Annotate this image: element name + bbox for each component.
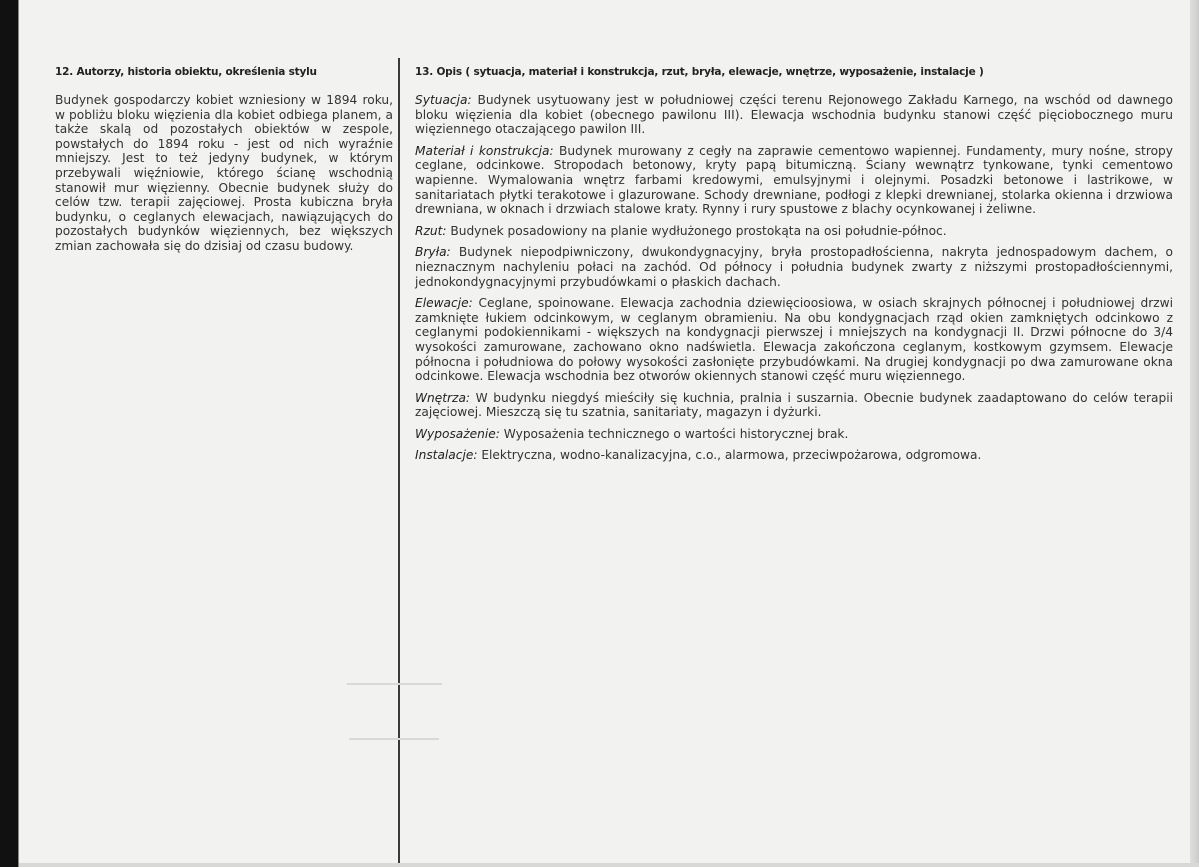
column-divider bbox=[398, 58, 400, 867]
text-material: Budynek murowany z cegły na zaprawie cementowo wapiennej. Fundamenty, mury nośne, stropy ceglane, odcinkowe. Stropodach betonowy, kryty papą bitumiczną. Ściany wewnątrz tynkowane, tynki cementowo wapienne. Wymalowania wnętrz farbami kredowymi, emulsyjnymi i olejnymi. Posadzki betonowe i lastrikowe, w sanitariatach płytki terakotowe i glazurowane. Schody drewniane, podłogi z klepki drewnianej, stolarka okienna i drzwiowa drewniana, w oknach i drzwiach stalowe kraty. Rynny i rury spustowe z blachy ocynkowanej i żeliwne. bbox=[415, 143, 1173, 217]
label-wyposazenie: Wyposażenie: bbox=[415, 426, 500, 441]
label-rzut: Rzut: bbox=[415, 223, 447, 238]
text-sytuacja: Budynek usytuowany jest w południowej części terenu Rejonowego Zakładu Karnego, na wschód od dawnego bloku więzienia dla kobiet (obecnego pawilonu III). Elewacja wschodnia budynku stanowi część pięciobocznego muru więziennego otaczającego pawilon III. bbox=[415, 93, 1173, 137]
text-instalacje: Elektryczna, wodno-kanalizacyjna, c.o., alarmowa, przeciwpożarowa, odgromowa. bbox=[477, 448, 982, 463]
document-sheet bbox=[18, 0, 1199, 867]
text-elewacje: Ceglane, spoinowane. Elewacja zachodnia dziewięcioosiowa, w osiach skrajnych północnej i południowej drzwi zamknięte łukiem odcinkowym, w ceglanym obramieniu. Na obu kondygnacjach rząd okien zamkniętych odcinkowo z ceglanymi podokiennikami - większych na kondygnacji pierwszej i mniejszych na kondygnacji II. Drzwi północne do 3/4 wysokości zamurowane, zachowano okno nadświetla. Elewacja zakończona ceglanym, kostkowym gzymsem. Elewacje północna i południowa do połowy wysokości zasłonięte przybudówkami. Na drugiej kondygnacji po dwa zamurowane okna odcinkowe. Elewacja wschodnia bez otworów okiennych stanowi część muru więziennego. bbox=[415, 296, 1173, 384]
text-wyposazenie: Wyposażenia technicznego o wartości historycznej brak. bbox=[499, 426, 849, 441]
section-12-heading: 12. Autorzy, historia obiektu, określenia stylu bbox=[55, 66, 317, 78]
paragraph-instalacje bbox=[415, 448, 1173, 463]
text-wnetrza: W budynku niegdyś mieściły się kuchnia, pralnia i suszarnia. Obecnie budynek zaadaptowano do celów terapii zajęciowej. Mieszczą się tu szatnia, sanitariaty, magazyn i dyżurki. bbox=[415, 390, 1173, 420]
paragraph-wyposazenie bbox=[415, 427, 1173, 442]
label-sytuacja: Sytuacja: bbox=[415, 93, 472, 107]
sheet-bottom-edge bbox=[19, 863, 1199, 867]
scan-artifact-line bbox=[349, 738, 439, 740]
paragraph-bryla bbox=[415, 245, 1173, 289]
paragraph-wnetrza bbox=[415, 391, 1173, 420]
label-bryla: Bryła: bbox=[415, 245, 451, 260]
text-bryla: Budynek niepodpiwniczony, dwukondygnacyjny, bryła prostopadłościenna, nakryta jednospadowym dachem, o nieznacznym nachyleniu połaci na zachód. Od północy i południa budynek zwarty z niższymi prostopadłościennymi, jednokondygnacyjnymi przybudówkami o płaskich dachach. bbox=[415, 245, 1173, 289]
sheet-edge bbox=[1190, 0, 1199, 867]
label-wnetrza: Wnętrza: bbox=[415, 390, 471, 405]
right-column bbox=[415, 66, 1173, 470]
text-rzut: Budynek posadowiony na planie wydłużonego prostokąta na osi południe-północ. bbox=[446, 223, 947, 238]
section-12-text: Budynek gospodarczy kobiet wzniesiony w 1894 roku, w pobliżu bloku więzienia dla kobiet odbiega planem, a także skalą od pozostałych obiektów w zespole, powstałych do 1894 roku - jest od nich wyraźnie mniejszy. Jest to też jedyny budynek, w którym przebywali więźniowie, którego ścianę wschodnią stanowił mur więzienny. Obecnie budynek służy do celów tzw. terapii zajęciowej. Prosta kubiczna bryła budynku, o ceglanych elewacjach, nawiązujących do pozostałych budynków więziennych, bez większych zmian zachowała się do dzisiaj od czasu budowy. bbox=[55, 93, 393, 253]
paragraph-material bbox=[415, 144, 1173, 217]
scan-artifact-line bbox=[347, 683, 442, 685]
section-13-heading: 13. Opis ( sytuacja, materiał i konstrukcja, rzut, bryła, elewacje, wnętrze, wyposażenie, instalacje ) bbox=[415, 66, 984, 78]
left-column bbox=[55, 66, 393, 254]
label-instalacje: Instalacje: bbox=[415, 448, 478, 463]
paragraph-sytuacja bbox=[415, 93, 1173, 137]
paragraph-elewacje bbox=[415, 296, 1173, 384]
label-material: Materiał i konstrukcja: bbox=[415, 143, 554, 158]
paragraph-rzut bbox=[415, 224, 1173, 239]
label-elewacje: Elewacje: bbox=[415, 296, 473, 311]
